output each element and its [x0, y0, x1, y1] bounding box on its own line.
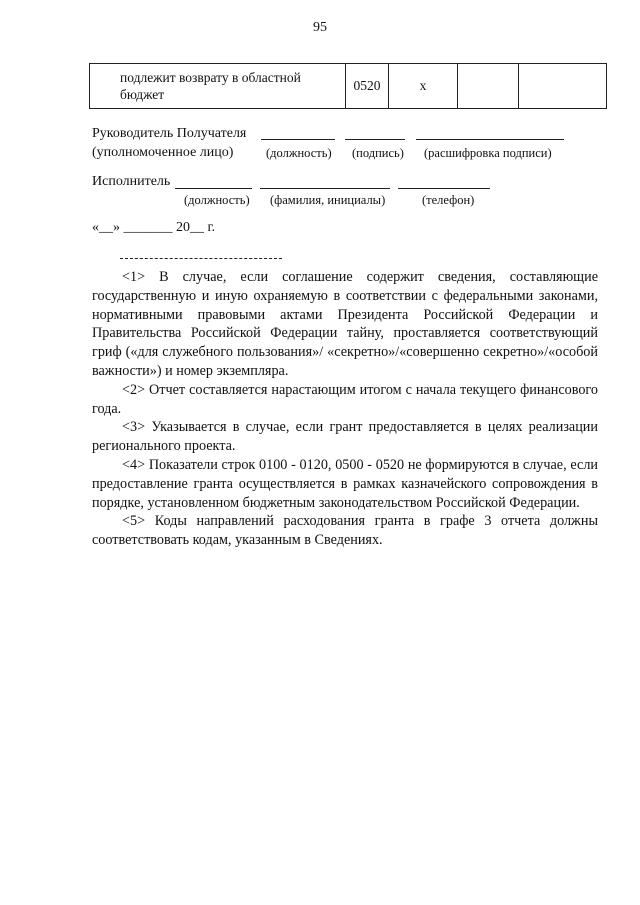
footnotes	[92, 268, 598, 550]
footnote-separator	[120, 258, 282, 259]
row-mark: х	[389, 64, 458, 109]
head-label-line1: Руководитель Получателя	[92, 126, 247, 141]
row-cell-4	[458, 64, 519, 109]
date-line: «__» _______ 20__ г.	[92, 220, 216, 235]
footnote-2: <2> Отчет составляется нарастающим итогом с начала текущего финансового года.	[92, 381, 598, 417]
head-label-line2: (уполномоченное лицо)	[92, 145, 234, 160]
exec-position-line	[175, 188, 252, 189]
row-label: подлежит возврату в областной бюджет	[90, 64, 346, 109]
head-decoding-line	[416, 139, 564, 140]
exec-name-line	[260, 188, 390, 189]
exec-phone-line	[398, 188, 490, 189]
exec-cap-phone: (телефон)	[422, 193, 475, 207]
footnote-5: <5> Коды направлений расходования гранта в графе 3 отчета должны соответствовать кодам, указанным в Сведениях.	[92, 513, 598, 549]
footnote-3: <3> Указывается в случае, если грант предоставляется в целях реализации регионального проекта.	[92, 419, 598, 455]
exec-cap-name: (фамилия, инициалы)	[270, 193, 386, 207]
table-row	[90, 64, 607, 109]
footnote-4: <4> Показатели строк 0100 - 0120, 0500 - 0520 не формируются в случае, если предоставление гранта осуществляется в рамках казначейского сопровождения в порядке, установленном бюджетным законодательством Российской Федерации.	[92, 456, 598, 511]
executor-label: Исполнитель	[92, 174, 171, 189]
page-number: 95	[313, 20, 327, 35]
head-cap-decoding: (расшифровка подписи)	[424, 146, 552, 160]
footnote-1: <1> В случае, если соглашение содержит сведения, составляющие государственную и иную охраняемую в соответствии с федеральными законами, нормативными правовыми актами Президента Российской Федерации и Правительства Российской Федерации тайну, проставляется соответствующий гриф («для служебного пользования»/ «секретно»/«совершенно секретно»/«особой важности») и номер экземпляра.	[92, 269, 598, 379]
head-cap-position: (должность)	[266, 146, 332, 160]
head-position-line	[261, 139, 335, 140]
head-cap-signature: (подпись)	[352, 146, 404, 160]
exec-cap-position: (должность)	[184, 193, 250, 207]
row-cell-5	[519, 64, 607, 109]
row-code: 0520	[346, 64, 389, 109]
head-signature-line	[345, 139, 405, 140]
report-table	[89, 63, 607, 109]
